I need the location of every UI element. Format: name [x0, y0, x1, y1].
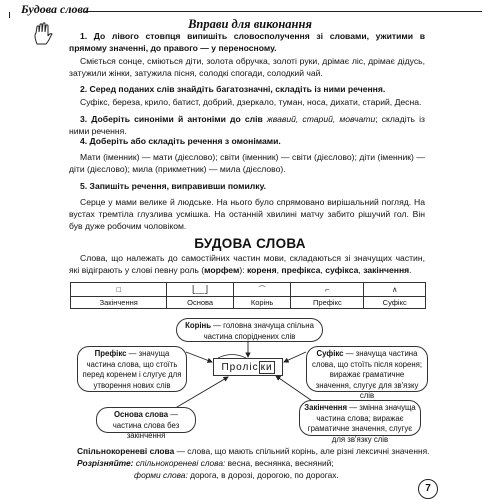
example-word: Проліс ки: [213, 358, 283, 376]
prefix-symbol: ⌐: [291, 283, 364, 297]
exercises-title: Вправи для виконання: [188, 17, 312, 31]
morphology-intro: Слова, що належать до самостійних частин мови, складаються зі значущих частин, які відіграють у слові певну роль (морфем): кореня, префікса, суфікса, закінчення.: [69, 253, 425, 275]
stem-symbol: ⎣__⎦: [167, 283, 233, 297]
exercise-4-text: Мати (іменник) — мати (дієслово); світи (іменник) — світи (дієслово); діти (іменник) — діти (дієслово); мила (прикметник) — мила (дієслово).: [69, 152, 425, 174]
suffix-symbol: ∧: [364, 283, 426, 297]
section-title: Будова слова: [21, 2, 89, 16]
morphology-title: БУДОВА СЛОВА: [194, 236, 306, 251]
exercise-5-task: 5. Запишіть речення, виправивши помилку.: [80, 181, 266, 191]
exercise-1-task: 1. До лівого стовпця випишіть словосполучення зі словами, ужитими в прямому значенні, до правого — у переносному.: [69, 31, 425, 53]
cognates-distinguish: Розрізняйте: спільнокореневі слова: весна, веснянка, весняний;: [77, 458, 334, 468]
root-label: Корінь: [233, 297, 291, 309]
exercise-1-text: Сміється сонце, сміються діти, золота обручка, золоті руки, дрімає ліс, дрімає дідусь, затужили жінки, затужила пісня, солодкі спогади, солодкий чай.: [69, 56, 425, 78]
suffix-bubble: Суфікс — значуща частина слова, що стоїть після кореня; виражає граматичне значення, слугує для зв'язку слів: [306, 346, 428, 392]
prefix-label: Префікс: [291, 297, 364, 309]
ending-bubble: Закінчення — змінна значуща частина слова; виражає граматичне значення, слугує для зв'язку слів: [299, 400, 421, 436]
exercise-3-task: 3. Доберіть синоніми й антоніми до слів жвавий, старий, мовчати; складіть із ними речення.: [69, 114, 425, 136]
ending-label: Закінчення: [71, 297, 167, 309]
root-symbol: ⌒: [233, 283, 291, 297]
cognates-definition: Спільнокореневі слова — слова, що мають спільний корінь, але різні лексичні значення.: [77, 446, 430, 456]
ending-symbol: □: [71, 283, 167, 297]
exercise-2-task: 2. Серед поданих слів знайдіть багатозначні, складіть із ними речення.: [80, 84, 386, 94]
prefix-bubble: Префікс — значуща частина слова, що стоїть перед коренем і слугує для утворення нових слів: [77, 346, 187, 392]
suffix-label: Суфікс: [364, 297, 426, 309]
exercise-2-text: Суфікс, береза, крило, батист, добрий, дзеркало, туман, носа, дихати, старий, Десна.: [80, 97, 422, 107]
exercise-5-text: Серце у мами велике й людське. На нього було спрямовано вирішальний погляд. На вустах тремтіла глузлива усмішка. На останній хвилині матчу забито рішучий гол. Він був дуже робочим чоловіком.: [69, 197, 425, 231]
stem-bubble: Основа слова — частина слова без закінчення: [96, 407, 196, 433]
word-forms: форми слова: дорога, в дорозі, дорогою, по дорогах.: [134, 470, 339, 480]
ending-box: ки: [260, 362, 273, 373]
stem-label: Основа: [167, 297, 233, 309]
page-number: 7: [418, 479, 438, 499]
exercise-4-task: 4. Доберіть або складіть речення з омонімами.: [80, 136, 281, 146]
root-bubble: Корінь — головна значуща спільна частина споріднених слів: [176, 318, 323, 342]
